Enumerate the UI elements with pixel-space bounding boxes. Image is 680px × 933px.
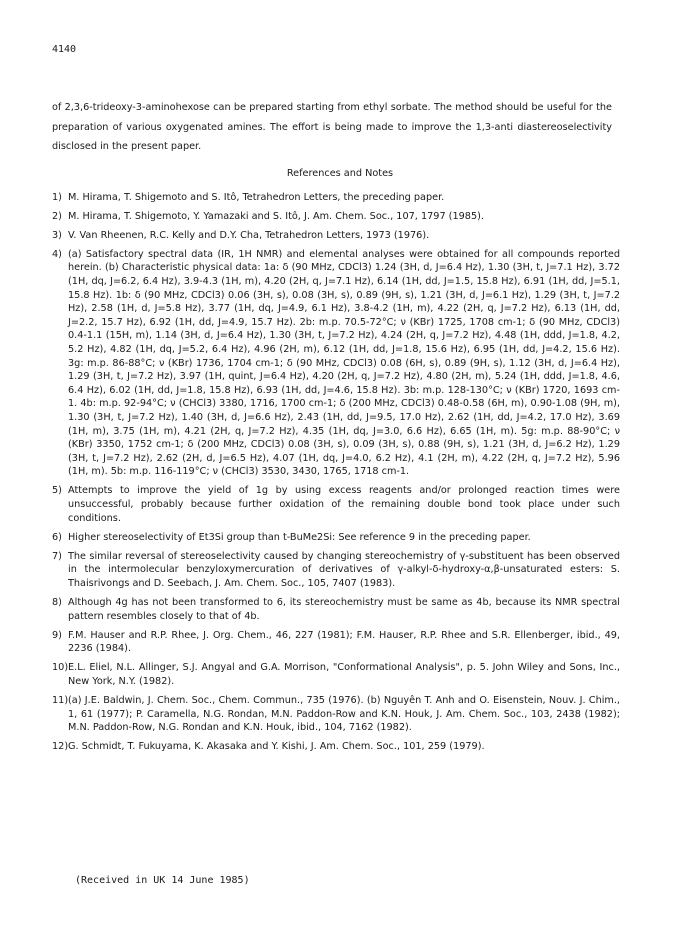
reference-number: 9) [52, 629, 62, 641]
reference-text: F.M. Hauser and R.P. Rhee, J. Org. Chem., 46, 227 (1981); F.M. Hauser, R.P. Rhee and S.R. Ellenberger, ibid., 49, 2236 (1984). [68, 629, 620, 655]
references-heading: References and Notes [286, 168, 394, 179]
reference-number: 3) [52, 229, 62, 241]
reference-text: (a) Satisfactory spectral data (IR, 1H NMR) and elemental analyses were obtained for all compounds reported herein. (b) Characteristic physical data: 1a: δ (90 MHz, CDCl3) 1.24 (3H, d, J=6.4 Hz), 1.30 (3H, t, J=7.1 Hz), 3.72 (1H, dq, J=6.2, 6.4 Hz), 3.9-4.3 (1H, m), 4.20 (2H, q, J=7.1 Hz), 6.14 (1H, dd, J=1.5, 15.8 Hz), 6.91 (1H, dd, J=5.1, 15.8 Hz). 1b: δ (90 MHz, CDCl3) 0.06 (3H, s), 0.08 (3H, s), 0.89 (9H, s), 1.21 (3H, d, J=6.1 Hz), 1.29 (3H, t, J=7.2 Hz), 2.58 (1H, d, J=5.8 Hz), 3.77 (1H, dq, J=4.9, 6.1 Hz), 3.8-4.2 (1H, m), 4.22 (2H, q, J=7.2 Hz), 6.13 (1H, dd, J=2.2, 15.7 Hz), 6.92 (1H, dd, J=4.9, 15.7 Hz). 2b: m.p. 70.5-72°C; ν (KBr) 1725, 1708 cm-1; δ (90 MHz, CDCl3) 0.4-1.1 (15H, m), 1.14 (3H, d, J=6.4 Hz), 1.30 (3H, t, J=7.2 Hz), 4.24 (2H, q, J=7.2 Hz), 4.48 (1H, ddd, J=1.8, 4.2, 5.2 Hz), 4.82 (1H, dq, J=5.2, 6.4 Hz), 4.96 (2H, m), 6.12 (1H, dd, J=1.8, 15.6 Hz), 6.95 (1H, dd, J=4.2, 15.6 Hz). 3g: m.p. 86-88°C; ν (KBr) 1736, 1704 cm-1; δ (90 MHz, CDCl3) 0.08 (6H, s), 0.89 (9H, s), 1.12 (3H, d, J=6.4 Hz), 1.29 (3H, t, J=7.2 Hz), 3.97 (1H, quint, J=6.4 Hz), 4.20 (2H, q, J=7.2 Hz), 4.80 (2H, m), 5.24 (1H, ddd, J=1.8, 4.6, 6.4 Hz), 6.02 (1H, dd, J=1.8, 15.8 Hz), 6.93 (1H, dd, J=4.6, 15.8 Hz). 3b: m.p. 128-130°C; ν (KBr) 1720, 1693 cm-1. 4b: m.p. 92-94°C; ν (CHCl3) 3380, 1716, 1700 cm-1; δ (200 MHz, CDCl3) 0.48-0.58 (6H, m), 0.90-1.08 (9H, m), 1.30 (3H, t, J=7.2 Hz), 1.40 (3H, d, J=6.6 Hz), 2.43 (1H, dd, J=9.5, 17.0 Hz), 2.62 (1H, dd, J=4.2, 17.0 Hz), 3.69 (1H, m), 3.75 (1H, m), 4.21 (2H, q, J=7.2 Hz), 4.35 (1H, dq, J=3.0, 6.6 Hz), 6.65 (1H, m). 5g: m.p. 88-90°C; ν (KBr) 3350, 1752 cm-1; δ (200 MHz, CDCl3) 0.08 (3H, s), 0.09 (3H, s), 0.88 (9H, s), 1.21 (3H, d, J=6.2 Hz), 1.29 (3H, t, J=7.2 Hz), 2.62 (2H, d, J=6.5 Hz), 4.07 (1H, dq, J=4.0, 6.2 Hz), 4.1 (2H, m), 4.22 (2H, q, J=7.2 Hz), 5.96 (1H, m). 5b: m.p. 116-119°C; ν (CHCl3) 3530, 3430, 1765, 1718 cm-1. [68, 248, 620, 478]
reference-item [52, 550, 620, 591]
reference-item [52, 740, 620, 754]
reference-number: 1) [52, 191, 62, 203]
reference-text: Higher stereoselectivity of Et3Si group than t-BuMe2Si: See reference 9 in the preceding paper. [68, 531, 531, 543]
reference-item [52, 191, 620, 205]
reference-number: 2) [52, 210, 62, 222]
received-date: (Received in UK 14 June 1985) [75, 875, 250, 886]
page-number: 4140 [52, 44, 77, 55]
reference-number: 5) [52, 485, 62, 497]
reference-text: M. Hirama, T. Shigemoto and S. Itô, Tetrahedron Letters, the preceding paper. [68, 191, 445, 203]
reference-item [52, 248, 620, 479]
reference-item [52, 484, 620, 525]
reference-item [52, 596, 620, 623]
reference-number: 6) [52, 531, 62, 543]
reference-text: G. Schmidt, T. Fukuyama, K. Akasaka and Y. Kishi, J. Am. Chem. Soc., 101, 259 (1979). [68, 741, 485, 753]
reference-item [52, 629, 620, 656]
reference-number: 4) [52, 248, 62, 260]
reference-text: M. Hirama, T. Shigemoto, Y. Yamazaki and S. Itô, J. Am. Chem. Soc., 107, 1797 (1985). [68, 210, 484, 222]
reference-item [52, 229, 620, 243]
reference-item [52, 531, 620, 545]
reference-item [52, 694, 620, 735]
reference-number: 12) [52, 741, 69, 753]
reference-number: 11) [52, 695, 69, 707]
reference-item [52, 210, 620, 224]
reference-text: Attempts to improve the yield of 1g by using excess reagents and/or prolonged reaction times were unsuccessful, probably because further oxidation of the remaining double bond took place under such conditions. [68, 485, 620, 524]
reference-number: 10) [52, 662, 69, 674]
reference-text: V. Van Rheenen, R.C. Kelly and D.Y. Cha, Tetrahedron Letters, 1973 (1976). [68, 229, 430, 241]
reference-text: The similar reversal of stereoselectivity caused by changing stereochemistry of γ-substituent has been observed in the intermolecular benzyloxymercuration of derivatives of γ-alkyl-δ-hydroxy-α,β-unsaturated esters: S. Thaisrivongs and D. Seebach, J. Am. Chem. Soc., 105, 7407 (1983). [68, 550, 620, 589]
references-list [52, 185, 620, 754]
reference-number: 7) [52, 550, 62, 562]
reference-text: (a) J.E. Baldwin, J. Chem. Soc., Chem. Commun., 735 (1976). (b) Nguyên T. Anh and O. Eisenstein, Nouv. J. Chim., 1, 61 (1977); P. Caramella, N.G. Rondan, M.N. Paddon-Row and K.N. Houk, J. Am. Chem. Soc., 103, 2438 (1982); M.N. Paddon-Row, N.G. Rondan and K.N. Houk, ibid., 104, 7162 (1982). [68, 695, 620, 734]
reference-item [52, 661, 620, 688]
reference-text: Although 4g has not been transformed to 6, its stereochemistry must be same as 4b, because its NMR spectral pattern resembles closely to that of 4b. [68, 597, 620, 622]
intro-paragraph: of 2,3,6-trideoxy-3-aminohexose can be prepared starting from ethyl sorbate. The method should be useful for the preparation of various oxygenated amines. The effort is being made to improve the 1,3-anti diastereoselectivity disclosed in the present paper. [52, 102, 612, 152]
reference-text: E.L. Eliel, N.L. Allinger, S.J. Angyal and G.A. Morrison, "Conformational Analysis", p. 5. John Wiley and Sons, Inc., New York, N.Y. (1982). [68, 662, 620, 687]
reference-number: 8) [52, 597, 62, 609]
